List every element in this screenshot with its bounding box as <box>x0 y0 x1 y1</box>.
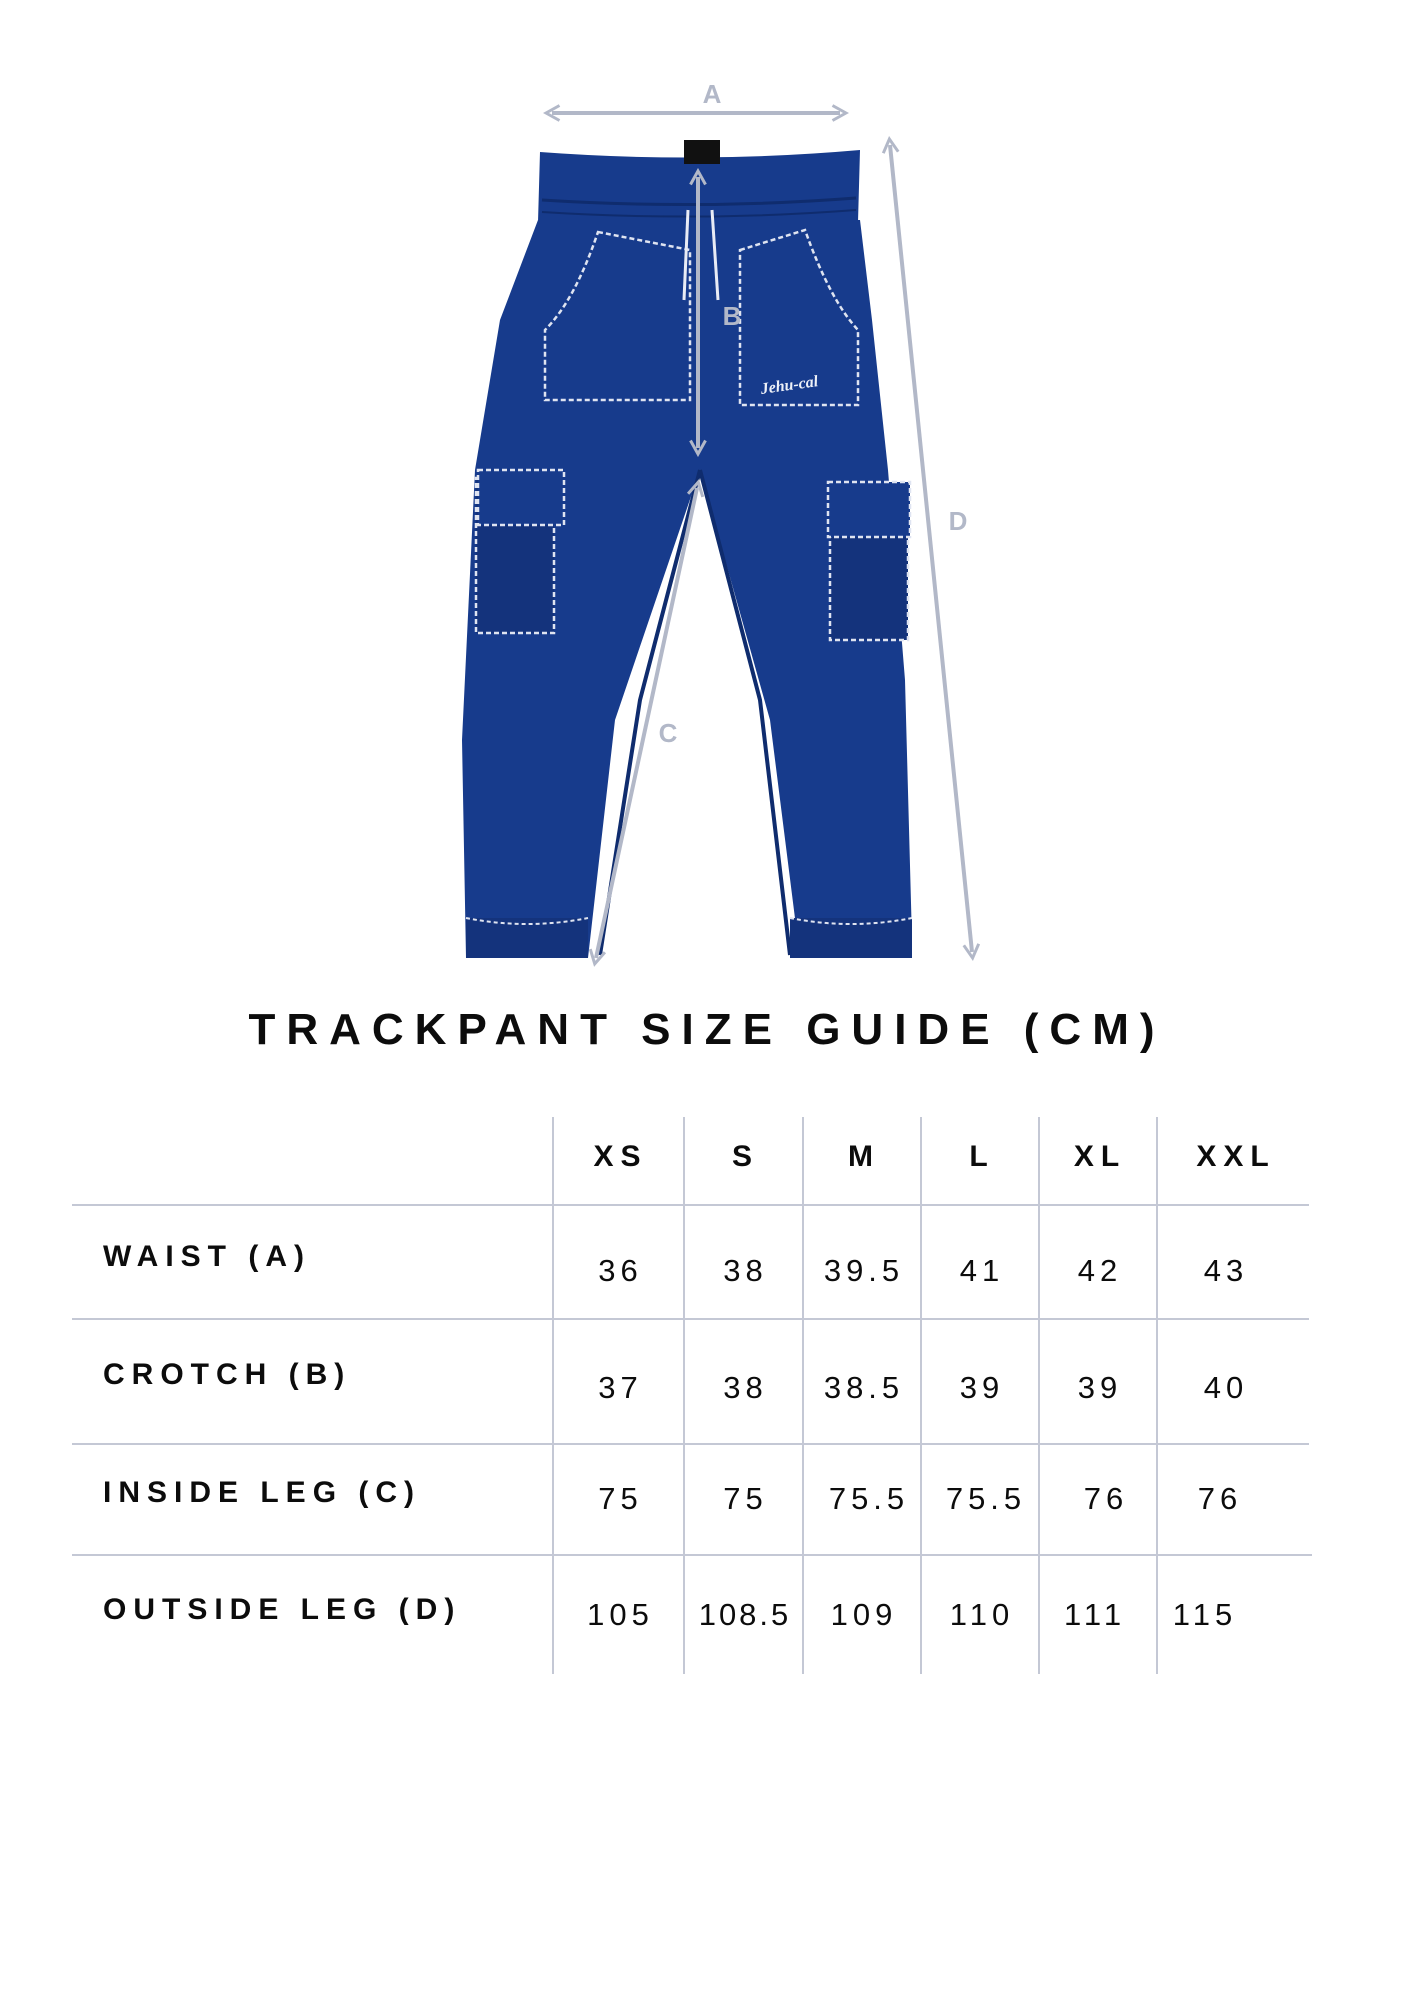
column-divider <box>552 1117 554 1674</box>
table-cell: 110 <box>949 1597 1015 1632</box>
dimension-label-c: C <box>658 718 678 748</box>
table-cell: 39 <box>1077 1370 1123 1405</box>
table-cell: 109 <box>830 1597 898 1632</box>
table-cell: 39.5 <box>823 1253 905 1288</box>
table-cell: 38 <box>723 1370 768 1405</box>
row-label-waist: WAIST (A) <box>103 1240 311 1273</box>
size-header-m: M <box>848 1140 880 1173</box>
size-header-xxl: XXL <box>1196 1140 1276 1173</box>
pocket-logo: Jehu-cal <box>759 373 820 398</box>
row-label-crotch: CROTCH (B) <box>103 1358 352 1391</box>
table-cell: 41 <box>959 1253 1005 1288</box>
table-divider <box>72 1318 1309 1320</box>
table-divider <box>72 1443 1309 1445</box>
table-cell: 108.5 <box>698 1597 792 1632</box>
dimension-label-a: A <box>702 79 722 109</box>
size-header-xl: XL <box>1073 1140 1127 1173</box>
table-cell: 105 <box>587 1597 654 1632</box>
page-title: TRACKPANT SIZE GUIDE (CM) <box>248 1005 1166 1054</box>
dimension-label-d: D <box>948 506 968 536</box>
table-cell: 76 <box>1197 1481 1243 1516</box>
table-divider <box>72 1554 1312 1556</box>
table-cell: 75 <box>723 1481 768 1516</box>
table-cell: 42 <box>1077 1253 1123 1288</box>
table-cell: 43 <box>1203 1253 1249 1288</box>
column-divider <box>1038 1117 1040 1674</box>
table-cell: 76 <box>1083 1481 1129 1516</box>
size-header-l: L <box>969 1140 995 1173</box>
column-divider <box>802 1117 804 1674</box>
table-cell: 40 <box>1203 1370 1249 1405</box>
size-header-s: S <box>731 1140 759 1173</box>
table-cell: 39 <box>959 1370 1005 1405</box>
table-cell: 38.5 <box>823 1370 905 1405</box>
size-header-xs: XS <box>593 1140 648 1173</box>
column-divider <box>1156 1117 1158 1674</box>
table-cell: 75.5 <box>828 1481 910 1516</box>
table-cell: 75 <box>598 1481 643 1516</box>
table-divider <box>72 1204 1309 1206</box>
table-cell: 36 <box>598 1253 643 1288</box>
column-divider <box>683 1117 685 1674</box>
dimension-label-b: B <box>722 301 742 331</box>
table-cell: 111 <box>1063 1597 1127 1632</box>
table-cell: 75.5 <box>945 1481 1027 1516</box>
row-label-outside-leg: OUTSIDE LEG (D) <box>103 1593 462 1626</box>
row-label-inside-leg: INSIDE LEG (C) <box>103 1476 422 1509</box>
table-cell: 37 <box>598 1370 643 1405</box>
table-cell: 115 <box>1172 1597 1238 1632</box>
table-cell: 38 <box>723 1253 768 1288</box>
column-divider <box>920 1117 922 1674</box>
